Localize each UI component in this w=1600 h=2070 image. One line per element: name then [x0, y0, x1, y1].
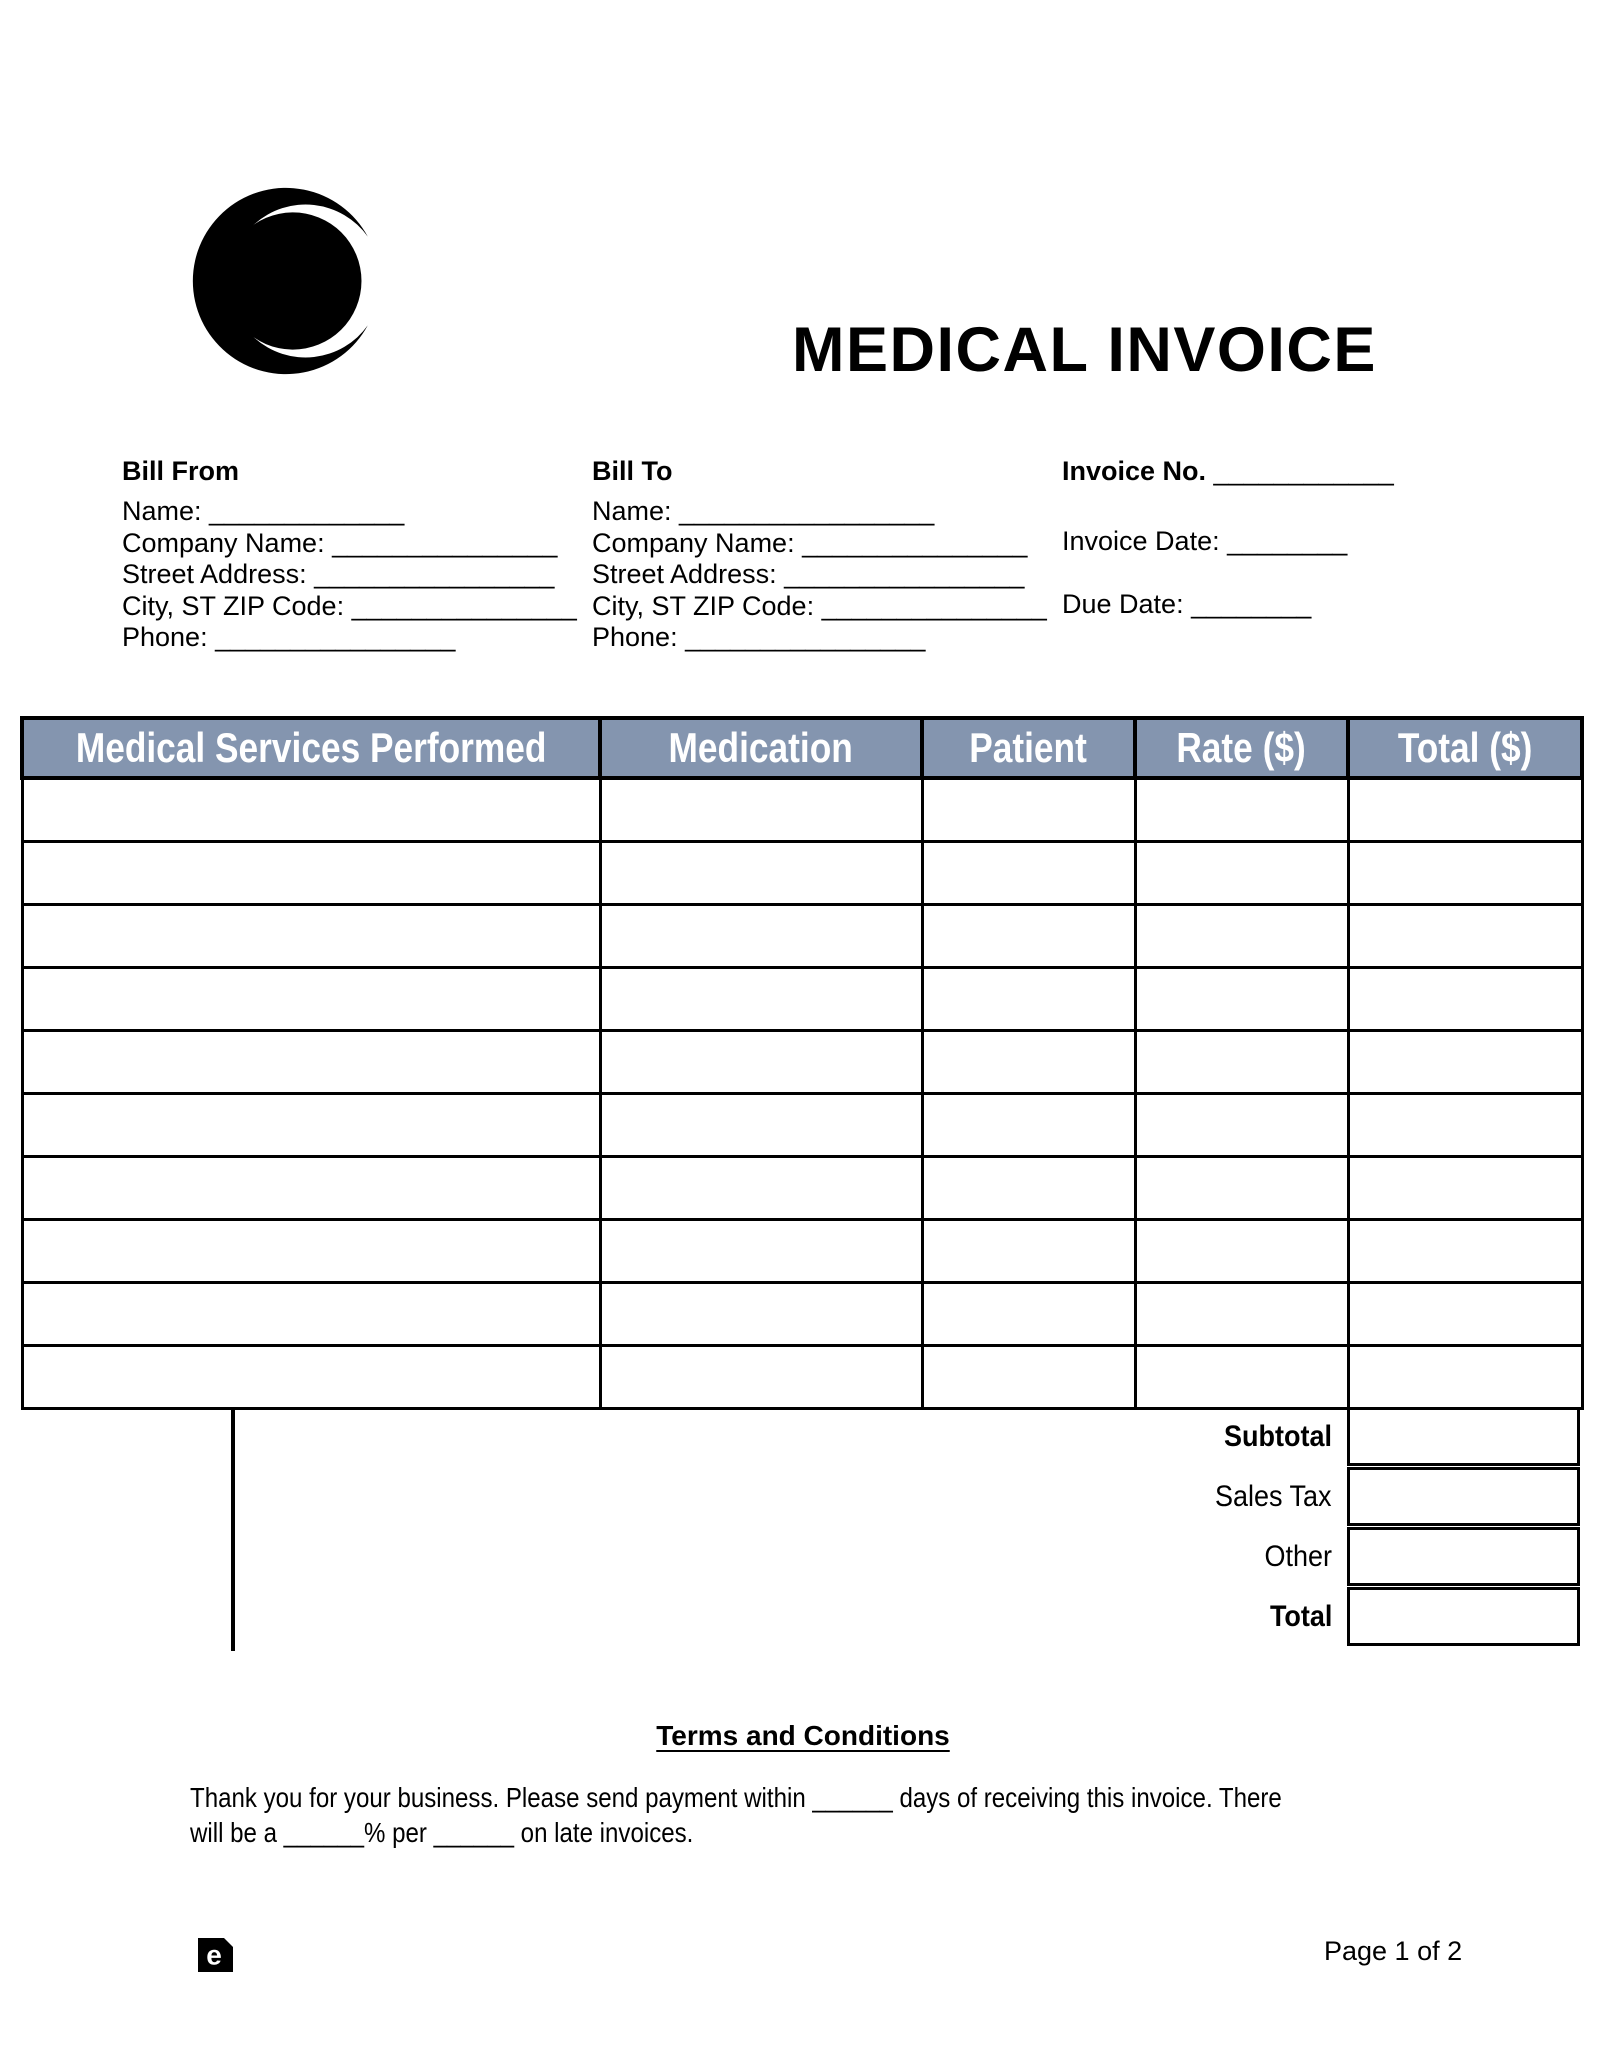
other-label: Other: [1264, 1540, 1332, 1573]
bill-from-street-line: [122, 559, 577, 591]
empty-cell-r9-c3[interactable]: [922, 1283, 1135, 1346]
empty-cell-r9-c4[interactable]: [1135, 1283, 1348, 1346]
street-address-label: Street Address:: [592, 559, 777, 589]
empty-cell-r8-c2[interactable]: [600, 1220, 922, 1283]
bill-to-city-line: [592, 591, 1047, 623]
sales-tax-label: Sales Tax: [1215, 1480, 1332, 1513]
company-name-label: Company Name:: [122, 527, 325, 558]
empty-cell-r9-c5[interactable]: [1348, 1283, 1582, 1346]
company-name-blank-field[interactable]: _______________: [324, 527, 558, 558]
empty-cell-r2-c4[interactable]: [1135, 842, 1348, 905]
eforms-logo: [198, 1938, 233, 1972]
company-name-blank-field[interactable]: _______________: [794, 527, 1028, 558]
subtotal-row: [20, 1407, 1580, 1467]
empty-cell-r8-c3[interactable]: [922, 1220, 1135, 1283]
name-blank-field[interactable]: _________________: [671, 496, 935, 526]
table-header-row: [22, 718, 1582, 778]
empty-cell-r1-c4[interactable]: [1135, 778, 1348, 842]
empty-cell-r7-c5[interactable]: [1348, 1157, 1582, 1220]
other-value-box[interactable]: [1347, 1527, 1580, 1586]
service-row-9: [22, 1283, 1582, 1346]
empty-cell-r4-c4[interactable]: [1135, 968, 1348, 1031]
sales-tax-row: [20, 1467, 1580, 1527]
empty-cell-r7-c2[interactable]: [600, 1157, 922, 1220]
invoice-number-label: Invoice No.: [1062, 456, 1207, 486]
table-body: [22, 778, 1582, 1409]
col-header-medication: Medication: [600, 718, 922, 778]
empty-cell-r10-c1[interactable]: [22, 1346, 600, 1409]
empty-cell-r8-c5[interactable]: [1348, 1220, 1582, 1283]
empty-cell-r1-c5[interactable]: [1348, 778, 1582, 842]
name-blank-field[interactable]: _____________: [201, 496, 405, 526]
empty-cell-r4-c5[interactable]: [1348, 968, 1582, 1031]
invoice-meta-section: [1062, 452, 1394, 620]
service-row-8: [22, 1220, 1582, 1283]
empty-cell-r1-c1[interactable]: [22, 778, 600, 842]
empty-cell-r9-c2[interactable]: [600, 1283, 922, 1346]
city-st-zip-blank-field[interactable]: _______________: [814, 590, 1047, 621]
invoice-date-line: [1062, 526, 1394, 558]
empty-cell-r5-c1[interactable]: [22, 1031, 600, 1094]
empty-cell-r3-c3[interactable]: [922, 905, 1135, 968]
service-row-1: [22, 778, 1582, 842]
bill-from-phone-line: [122, 622, 577, 654]
empty-cell-r10-c3[interactable]: [922, 1346, 1135, 1409]
empty-cell-r5-c3[interactable]: [922, 1031, 1135, 1094]
empty-cell-r6-c2[interactable]: [600, 1094, 922, 1157]
invoice-number-blank-field[interactable]: ____________: [1206, 456, 1394, 486]
bill-from-name-line: [122, 496, 577, 528]
empty-cell-r2-c5[interactable]: [1348, 842, 1582, 905]
street-address-blank-field[interactable]: ________________: [306, 559, 555, 589]
col-header-total: Total ($): [1348, 718, 1582, 778]
empty-cell-r1-c2[interactable]: [600, 778, 922, 842]
empty-cell-r4-c2[interactable]: [600, 968, 922, 1031]
empty-cell-r10-c5[interactable]: [1348, 1346, 1582, 1409]
due-date-label: Due Date:: [1062, 588, 1184, 619]
page-number: Page 1 of 2: [1324, 1936, 1463, 1966]
empty-cell-r7-c4[interactable]: [1135, 1157, 1348, 1220]
empty-cell-r5-c4[interactable]: [1135, 1031, 1348, 1094]
name-label: Name:: [122, 496, 202, 526]
empty-cell-r6-c4[interactable]: [1135, 1094, 1348, 1157]
bill-to-name-line: [592, 496, 1047, 528]
invoice-date-label: Invoice Date:: [1062, 526, 1220, 556]
empty-cell-r6-c5[interactable]: [1348, 1094, 1582, 1157]
city-st-zip-label: City, ST ZIP Code:: [592, 590, 815, 621]
bill-from-heading: Bill From: [122, 456, 240, 486]
sales-tax-value-box[interactable]: [1347, 1467, 1580, 1526]
col-header-medical-services-performed: Medical Services Performed: [22, 718, 600, 778]
empty-cell-r6-c3[interactable]: [922, 1094, 1135, 1157]
service-row-3: [22, 905, 1582, 968]
empty-cell-r5-c5[interactable]: [1348, 1031, 1582, 1094]
service-row-2: [22, 842, 1582, 905]
phone-label: Phone:: [122, 622, 208, 652]
empty-cell-r3-c4[interactable]: [1135, 905, 1348, 968]
empty-cell-r5-c2[interactable]: [600, 1031, 922, 1094]
bill-to-heading: Bill To: [592, 456, 673, 486]
total-row: [20, 1587, 1580, 1647]
service-row-7: [22, 1157, 1582, 1220]
invoice-date-blank-field[interactable]: ________: [1219, 526, 1348, 556]
medical-services-table: [20, 716, 1584, 1410]
service-row-10: [22, 1346, 1582, 1409]
bill-from-section: [122, 452, 577, 654]
empty-cell-r6-c1[interactable]: [22, 1094, 600, 1157]
subtotal-value-box[interactable]: [1347, 1407, 1580, 1466]
company-name-label: Company Name:: [592, 527, 795, 558]
street-address-label: Street Address:: [122, 559, 307, 589]
due-date-line: [1062, 589, 1394, 621]
summary-section: [20, 1407, 1580, 1647]
bill-from-company-line: [122, 528, 577, 560]
name-label: Name:: [592, 496, 672, 526]
empty-cell-r4-c3[interactable]: [922, 968, 1135, 1031]
service-row-5: [22, 1031, 1582, 1094]
empty-cell-r3-c2[interactable]: [600, 905, 922, 968]
city-st-zip-blank-field[interactable]: _______________: [344, 590, 577, 621]
medical-cross-crescent-logo: [188, 183, 384, 379]
bill-to-street-line: [592, 559, 1047, 591]
terms-paragraph: [190, 1780, 1416, 1850]
other-row: [20, 1527, 1580, 1587]
bill-from-city-line: [122, 591, 577, 623]
terms-line-1: Thank you for your business. Please send payment within ______ days of receiving this invoice. There: [190, 1782, 1282, 1813]
empty-cell-r7-c1[interactable]: [22, 1157, 600, 1220]
terms-line-2: will be a ______% per ______ on late invoices.: [190, 1817, 694, 1848]
col-header-patient: Patient: [922, 718, 1135, 778]
terms-heading: [190, 1720, 1416, 1752]
due-date-blank-field[interactable]: ________: [1183, 588, 1312, 619]
empty-cell-r9-c1[interactable]: [22, 1283, 600, 1346]
bill-to-phone-line: [592, 622, 1047, 654]
street-address-blank-field[interactable]: ________________: [776, 559, 1025, 589]
phone-blank-field[interactable]: ________________: [207, 622, 456, 652]
empty-cell-r2-c2[interactable]: [600, 842, 922, 905]
empty-cell-r4-c1[interactable]: [22, 968, 600, 1031]
empty-cell-r3-c5[interactable]: [1348, 905, 1582, 968]
bill-to-company-line: [592, 528, 1047, 560]
phone-blank-field[interactable]: ________________: [677, 622, 926, 652]
empty-cell-r8-c1[interactable]: [22, 1220, 600, 1283]
total-label: Total: [1269, 1600, 1332, 1633]
document-title: MEDICAL INVOICE: [792, 315, 1377, 385]
service-row-4: [22, 968, 1582, 1031]
col-header-rate: Rate ($): [1135, 718, 1348, 778]
empty-cell-r2-c1[interactable]: [22, 842, 600, 905]
phone-label: Phone:: [592, 622, 678, 652]
bill-to-section: [592, 452, 1047, 654]
subtotal-label: Subtotal: [1224, 1420, 1332, 1453]
eforms-logo-letter: e: [206, 1939, 222, 1971]
total-value-box[interactable]: [1347, 1587, 1580, 1646]
empty-cell-r7-c3[interactable]: [922, 1157, 1135, 1220]
empty-cell-r8-c4[interactable]: [1135, 1220, 1348, 1283]
service-row-6: [22, 1094, 1582, 1157]
terms-heading-text: Terms and Conditions: [656, 1720, 950, 1751]
empty-cell-r10-c4[interactable]: [1135, 1346, 1348, 1409]
invoice-number-line: [1062, 452, 1394, 490]
city-st-zip-label: City, ST ZIP Code:: [122, 590, 345, 621]
empty-cell-r1-c3[interactable]: [922, 778, 1135, 842]
terms-section: [190, 1720, 1416, 1850]
empty-cell-r3-c1[interactable]: [22, 905, 600, 968]
empty-cell-r2-c3[interactable]: [922, 842, 1135, 905]
empty-cell-r10-c2[interactable]: [600, 1346, 922, 1409]
